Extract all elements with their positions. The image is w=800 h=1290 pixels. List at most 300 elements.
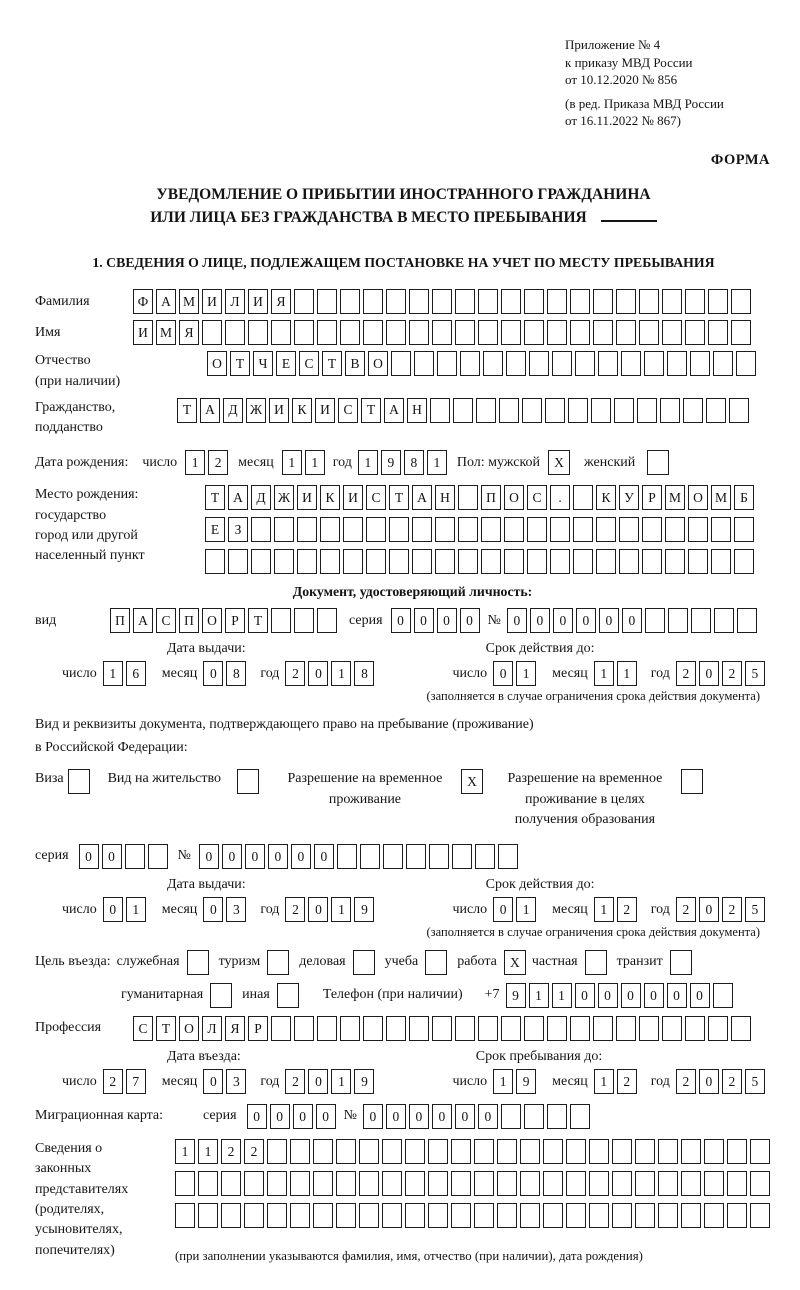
char-cell[interactable]: 0 [199, 844, 219, 869]
char-cell[interactable] [244, 1203, 264, 1228]
char-cell[interactable]: Н [435, 485, 455, 510]
char-cell[interactable] [727, 1171, 747, 1196]
char-cell[interactable] [405, 1139, 425, 1164]
char-cell[interactable] [428, 1171, 448, 1196]
char-cell[interactable] [614, 398, 634, 423]
char-cell[interactable]: 0 [553, 608, 573, 633]
char-cell[interactable] [382, 1139, 402, 1164]
char-cell[interactable] [497, 1203, 517, 1228]
char-cell[interactable]: 0 [308, 661, 328, 686]
char-cell[interactable]: Т [322, 351, 342, 376]
char-cell[interactable]: 1 [552, 983, 572, 1008]
char-cell[interactable]: 2 [244, 1139, 264, 1164]
char-cell[interactable] [317, 1016, 337, 1041]
char-cell[interactable] [524, 320, 544, 345]
char-cell[interactable] [527, 549, 547, 574]
gender-female-checkbox[interactable] [647, 450, 669, 475]
char-cell[interactable]: Л [225, 289, 245, 314]
char-cell[interactable] [547, 1016, 567, 1041]
char-cell[interactable] [550, 549, 570, 574]
char-cell[interactable]: 0 [79, 844, 99, 869]
char-cell[interactable] [391, 351, 411, 376]
char-cell[interactable]: Я [271, 289, 291, 314]
char-cell[interactable]: А [200, 398, 220, 423]
char-cell[interactable] [734, 517, 754, 542]
char-cell[interactable] [750, 1139, 770, 1164]
char-cell[interactable] [704, 1203, 724, 1228]
char-cell[interactable] [714, 608, 734, 633]
char-cell[interactable]: 1 [282, 450, 302, 475]
char-cell[interactable] [570, 1104, 590, 1129]
char-cell[interactable]: Е [276, 351, 296, 376]
char-cell[interactable]: 0 [493, 897, 513, 922]
char-cell[interactable] [708, 320, 728, 345]
char-cell[interactable] [522, 398, 542, 423]
title-blank-underline[interactable] [601, 209, 657, 222]
char-cell[interactable] [363, 1016, 383, 1041]
char-cell[interactable]: 0 [245, 844, 265, 869]
char-cell[interactable] [520, 1139, 540, 1164]
char-cell[interactable]: 0 [432, 1104, 452, 1129]
char-cell[interactable]: 8 [226, 661, 246, 686]
char-cell[interactable] [731, 320, 751, 345]
char-cell[interactable]: С [133, 1016, 153, 1041]
char-cell[interactable] [573, 485, 593, 510]
char-cell[interactable]: Т [248, 608, 268, 633]
char-cell[interactable]: 2 [285, 897, 305, 922]
char-cell[interactable]: А [228, 485, 248, 510]
char-cell[interactable]: К [596, 485, 616, 510]
char-cell[interactable]: Н [407, 398, 427, 423]
char-cell[interactable] [499, 398, 519, 423]
char-cell[interactable] [382, 1203, 402, 1228]
char-cell[interactable] [498, 844, 518, 869]
char-cell[interactable] [317, 608, 337, 633]
char-cell[interactable]: Я [179, 320, 199, 345]
char-cell[interactable]: О [207, 351, 227, 376]
char-cell[interactable] [566, 1203, 586, 1228]
char-cell[interactable] [386, 289, 406, 314]
char-cell[interactable]: 0 [270, 1104, 290, 1129]
char-cell[interactable]: 9 [354, 1069, 374, 1094]
char-cell[interactable]: М [665, 485, 685, 510]
char-cell[interactable] [688, 549, 708, 574]
char-cell[interactable] [713, 983, 733, 1008]
char-cell[interactable]: Т [156, 1016, 176, 1041]
char-cell[interactable] [665, 517, 685, 542]
char-cell[interactable] [566, 1139, 586, 1164]
char-cell[interactable] [343, 517, 363, 542]
temp-permit-checkbox[interactable]: X [461, 769, 483, 794]
char-cell[interactable]: 1 [617, 661, 637, 686]
char-cell[interactable] [290, 1203, 310, 1228]
char-cell[interactable]: 0 [414, 608, 434, 633]
char-cell[interactable] [363, 289, 383, 314]
char-cell[interactable] [635, 1171, 655, 1196]
char-cell[interactable] [668, 608, 688, 633]
char-cell[interactable] [727, 1203, 747, 1228]
char-cell[interactable] [616, 1016, 636, 1041]
char-cell[interactable] [734, 549, 754, 574]
char-cell[interactable] [198, 1203, 218, 1228]
char-cell[interactable] [476, 398, 496, 423]
char-cell[interactable] [570, 289, 590, 314]
char-cell[interactable]: 1 [126, 897, 146, 922]
char-cell[interactable] [313, 1171, 333, 1196]
char-cell[interactable] [451, 1171, 471, 1196]
char-cell[interactable]: 0 [576, 608, 596, 633]
char-cell[interactable]: К [292, 398, 312, 423]
char-cell[interactable] [274, 549, 294, 574]
char-cell[interactable] [708, 1016, 728, 1041]
char-cell[interactable] [575, 351, 595, 376]
char-cell[interactable] [274, 517, 294, 542]
char-cell[interactable] [313, 1203, 333, 1228]
char-cell[interactable]: 5 [745, 661, 765, 686]
char-cell[interactable]: 2 [208, 450, 228, 475]
char-cell[interactable] [294, 608, 314, 633]
char-cell[interactable]: 1 [529, 983, 549, 1008]
char-cell[interactable]: 0 [102, 844, 122, 869]
char-cell[interactable]: П [179, 608, 199, 633]
char-cell[interactable]: 9 [354, 897, 374, 922]
char-cell[interactable]: 2 [221, 1139, 241, 1164]
char-cell[interactable]: О [179, 1016, 199, 1041]
char-cell[interactable] [635, 1139, 655, 1164]
char-cell[interactable] [405, 1171, 425, 1196]
char-cell[interactable] [474, 1171, 494, 1196]
char-cell[interactable]: Т [205, 485, 225, 510]
char-cell[interactable]: 0 [316, 1104, 336, 1129]
char-cell[interactable] [681, 1171, 701, 1196]
char-cell[interactable] [570, 320, 590, 345]
char-cell[interactable]: Ж [246, 398, 266, 423]
char-cell[interactable] [637, 398, 657, 423]
char-cell[interactable] [619, 517, 639, 542]
char-cell[interactable]: Д [223, 398, 243, 423]
char-cell[interactable] [478, 1016, 498, 1041]
char-cell[interactable] [405, 1203, 425, 1228]
char-cell[interactable] [363, 320, 383, 345]
char-cell[interactable]: М [156, 320, 176, 345]
char-cell[interactable]: 0 [699, 661, 719, 686]
char-cell[interactable]: 2 [285, 1069, 305, 1094]
char-cell[interactable]: 0 [622, 608, 642, 633]
char-cell[interactable]: 1 [358, 450, 378, 475]
char-cell[interactable] [639, 289, 659, 314]
char-cell[interactable]: 2 [617, 897, 637, 922]
char-cell[interactable] [452, 844, 472, 869]
char-cell[interactable]: 1 [103, 661, 123, 686]
char-cell[interactable] [481, 517, 501, 542]
char-cell[interactable] [750, 1203, 770, 1228]
char-cell[interactable] [414, 351, 434, 376]
char-cell[interactable]: И [248, 289, 268, 314]
char-cell[interactable]: 0 [460, 608, 480, 633]
char-cell[interactable] [658, 1171, 678, 1196]
char-cell[interactable] [359, 1171, 379, 1196]
char-cell[interactable] [320, 517, 340, 542]
char-cell[interactable] [428, 1203, 448, 1228]
char-cell[interactable]: 1 [175, 1139, 195, 1164]
char-cell[interactable] [221, 1203, 241, 1228]
char-cell[interactable] [340, 1016, 360, 1041]
char-cell[interactable]: 0 [386, 1104, 406, 1129]
char-cell[interactable]: 3 [226, 1069, 246, 1094]
char-cell[interactable] [225, 320, 245, 345]
char-cell[interactable]: И [315, 398, 335, 423]
char-cell[interactable]: С [299, 351, 319, 376]
char-cell[interactable] [501, 1016, 521, 1041]
char-cell[interactable] [520, 1203, 540, 1228]
char-cell[interactable] [570, 1016, 590, 1041]
char-cell[interactable]: И [297, 485, 317, 510]
char-cell[interactable] [506, 351, 526, 376]
char-cell[interactable]: 2 [676, 661, 696, 686]
char-cell[interactable] [360, 844, 380, 869]
char-cell[interactable] [455, 320, 475, 345]
char-cell[interactable]: 0 [667, 983, 687, 1008]
char-cell[interactable] [616, 320, 636, 345]
char-cell[interactable] [343, 549, 363, 574]
char-cell[interactable] [589, 1139, 609, 1164]
char-cell[interactable] [297, 517, 317, 542]
char-cell[interactable] [294, 289, 314, 314]
char-cell[interactable] [547, 289, 567, 314]
char-cell[interactable] [658, 1203, 678, 1228]
char-cell[interactable] [593, 1016, 613, 1041]
char-cell[interactable]: В [345, 351, 365, 376]
char-cell[interactable] [386, 1016, 406, 1041]
char-cell[interactable]: А [156, 289, 176, 314]
char-cell[interactable]: М [179, 289, 199, 314]
char-cell[interactable] [313, 1139, 333, 1164]
char-cell[interactable] [359, 1203, 379, 1228]
char-cell[interactable] [685, 320, 705, 345]
char-cell[interactable] [412, 549, 432, 574]
char-cell[interactable]: 0 [699, 897, 719, 922]
char-cell[interactable] [731, 1016, 751, 1041]
char-cell[interactable]: 1 [516, 897, 536, 922]
purpose-tourism-checkbox[interactable] [267, 950, 289, 975]
char-cell[interactable] [593, 320, 613, 345]
char-cell[interactable]: Т [177, 398, 197, 423]
char-cell[interactable]: 0 [530, 608, 550, 633]
char-cell[interactable] [645, 608, 665, 633]
char-cell[interactable]: 1 [331, 897, 351, 922]
char-cell[interactable]: 1 [305, 450, 325, 475]
char-cell[interactable] [336, 1203, 356, 1228]
char-cell[interactable] [428, 1139, 448, 1164]
purpose-work-checkbox[interactable]: X [504, 950, 526, 975]
char-cell[interactable]: 1 [331, 661, 351, 686]
char-cell[interactable] [501, 289, 521, 314]
char-cell[interactable]: С [156, 608, 176, 633]
char-cell[interactable]: 0 [437, 608, 457, 633]
char-cell[interactable] [497, 1171, 517, 1196]
char-cell[interactable] [248, 320, 268, 345]
char-cell[interactable]: 1 [493, 1069, 513, 1094]
char-cell[interactable]: Д [251, 485, 271, 510]
char-cell[interactable] [432, 289, 452, 314]
char-cell[interactable] [713, 351, 733, 376]
purpose-humanitarian-checkbox[interactable] [210, 983, 232, 1008]
residence-permit-checkbox[interactable] [237, 769, 259, 794]
char-cell[interactable] [552, 351, 572, 376]
char-cell[interactable]: Т [361, 398, 381, 423]
char-cell[interactable] [478, 289, 498, 314]
char-cell[interactable]: О [688, 485, 708, 510]
char-cell[interactable] [566, 1171, 586, 1196]
char-cell[interactable] [589, 1203, 609, 1228]
char-cell[interactable] [435, 549, 455, 574]
char-cell[interactable]: 0 [203, 1069, 223, 1094]
char-cell[interactable] [383, 844, 403, 869]
char-cell[interactable] [529, 351, 549, 376]
char-cell[interactable] [432, 1016, 452, 1041]
char-cell[interactable]: 0 [690, 983, 710, 1008]
char-cell[interactable]: З [228, 517, 248, 542]
char-cell[interactable]: 1 [185, 450, 205, 475]
char-cell[interactable] [451, 1139, 471, 1164]
char-cell[interactable]: Р [248, 1016, 268, 1041]
char-cell[interactable]: П [481, 485, 501, 510]
char-cell[interactable] [596, 517, 616, 542]
char-cell[interactable] [474, 1139, 494, 1164]
char-cell[interactable]: 1 [331, 1069, 351, 1094]
char-cell[interactable]: К [320, 485, 340, 510]
purpose-private-checkbox[interactable] [585, 950, 607, 975]
char-cell[interactable]: Я [225, 1016, 245, 1041]
char-cell[interactable] [267, 1171, 287, 1196]
char-cell[interactable]: 2 [676, 1069, 696, 1094]
char-cell[interactable]: 2 [285, 661, 305, 686]
purpose-business-checkbox[interactable] [353, 950, 375, 975]
char-cell[interactable]: 2 [722, 1069, 742, 1094]
char-cell[interactable] [593, 289, 613, 314]
char-cell[interactable] [251, 549, 271, 574]
gender-male-checkbox[interactable]: X [548, 450, 570, 475]
char-cell[interactable] [731, 289, 751, 314]
char-cell[interactable]: 0 [308, 1069, 328, 1094]
char-cell[interactable] [612, 1139, 632, 1164]
char-cell[interactable] [683, 398, 703, 423]
char-cell[interactable] [598, 351, 618, 376]
char-cell[interactable] [409, 289, 429, 314]
char-cell[interactable] [125, 844, 145, 869]
char-cell[interactable] [294, 1016, 314, 1041]
char-cell[interactable] [290, 1139, 310, 1164]
char-cell[interactable]: 0 [478, 1104, 498, 1129]
char-cell[interactable] [406, 844, 426, 869]
char-cell[interactable]: И [343, 485, 363, 510]
char-cell[interactable] [573, 549, 593, 574]
char-cell[interactable]: 9 [381, 450, 401, 475]
char-cell[interactable] [667, 351, 687, 376]
char-cell[interactable]: Ф [133, 289, 153, 314]
char-cell[interactable]: Л [202, 1016, 222, 1041]
char-cell[interactable] [271, 320, 291, 345]
char-cell[interactable] [432, 320, 452, 345]
char-cell[interactable] [727, 1139, 747, 1164]
char-cell[interactable] [221, 1171, 241, 1196]
char-cell[interactable] [642, 517, 662, 542]
char-cell[interactable] [294, 320, 314, 345]
char-cell[interactable]: О [202, 608, 222, 633]
char-cell[interactable] [504, 549, 524, 574]
char-cell[interactable] [483, 351, 503, 376]
char-cell[interactable] [642, 549, 662, 574]
char-cell[interactable] [524, 1104, 544, 1129]
char-cell[interactable]: 1 [594, 897, 614, 922]
char-cell[interactable] [501, 1104, 521, 1129]
char-cell[interactable] [543, 1139, 563, 1164]
char-cell[interactable]: 9 [516, 1069, 536, 1094]
char-cell[interactable]: А [133, 608, 153, 633]
char-cell[interactable]: 8 [354, 661, 374, 686]
char-cell[interactable]: 0 [293, 1104, 313, 1129]
char-cell[interactable] [660, 398, 680, 423]
purpose-transit-checkbox[interactable] [670, 950, 692, 975]
char-cell[interactable]: 0 [644, 983, 664, 1008]
char-cell[interactable]: 0 [621, 983, 641, 1008]
char-cell[interactable] [596, 549, 616, 574]
char-cell[interactable] [412, 517, 432, 542]
purpose-other-checkbox[interactable] [277, 983, 299, 1008]
char-cell[interactable] [690, 351, 710, 376]
char-cell[interactable]: 2 [676, 897, 696, 922]
char-cell[interactable] [297, 549, 317, 574]
char-cell[interactable]: 1 [594, 661, 614, 686]
char-cell[interactable]: 5 [745, 897, 765, 922]
char-cell[interactable]: П [110, 608, 130, 633]
char-cell[interactable] [658, 1139, 678, 1164]
char-cell[interactable]: 0 [699, 1069, 719, 1094]
char-cell[interactable] [545, 398, 565, 423]
char-cell[interactable]: А [384, 398, 404, 423]
char-cell[interactable] [543, 1203, 563, 1228]
char-cell[interactable]: 0 [203, 897, 223, 922]
char-cell[interactable] [202, 320, 222, 345]
char-cell[interactable] [453, 398, 473, 423]
char-cell[interactable] [148, 844, 168, 869]
char-cell[interactable] [616, 289, 636, 314]
char-cell[interactable] [267, 1139, 287, 1164]
char-cell[interactable] [568, 398, 588, 423]
char-cell[interactable]: 2 [722, 661, 742, 686]
char-cell[interactable] [317, 320, 337, 345]
char-cell[interactable] [271, 608, 291, 633]
char-cell[interactable]: 0 [203, 661, 223, 686]
char-cell[interactable] [205, 549, 225, 574]
char-cell[interactable] [437, 351, 457, 376]
char-cell[interactable]: 2 [722, 897, 742, 922]
char-cell[interactable]: 0 [363, 1104, 383, 1129]
char-cell[interactable]: С [366, 485, 386, 510]
char-cell[interactable]: 6 [126, 661, 146, 686]
char-cell[interactable] [455, 289, 475, 314]
char-cell[interactable]: Р [642, 485, 662, 510]
char-cell[interactable] [409, 1016, 429, 1041]
char-cell[interactable] [524, 1016, 544, 1041]
char-cell[interactable]: 0 [455, 1104, 475, 1129]
char-cell[interactable]: Т [389, 485, 409, 510]
char-cell[interactable] [366, 549, 386, 574]
char-cell[interactable]: 0 [268, 844, 288, 869]
char-cell[interactable]: И [133, 320, 153, 345]
char-cell[interactable] [175, 1171, 195, 1196]
char-cell[interactable]: 9 [506, 983, 526, 1008]
